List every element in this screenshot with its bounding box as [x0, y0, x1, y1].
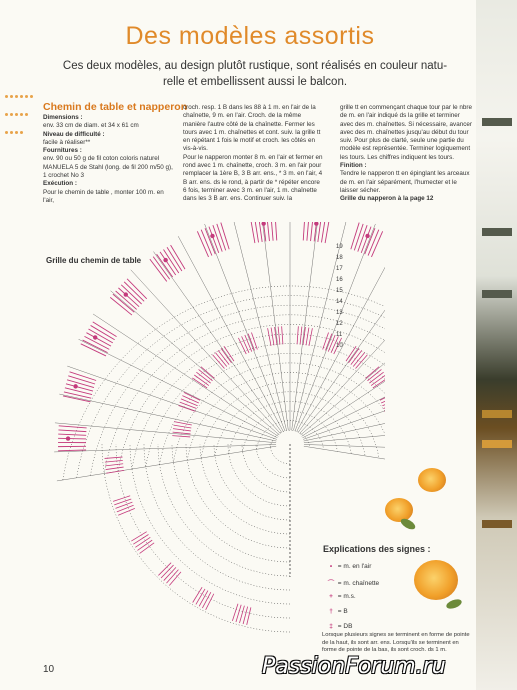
stitch-spoke	[131, 270, 281, 434]
pink-stitch	[267, 222, 270, 241]
page-number: 10	[43, 664, 55, 675]
pink-stitch	[178, 405, 195, 411]
difficulty-label: Niveau de difficulté :	[43, 130, 105, 138]
chart-reference: Grille du napperon à la page 12	[340, 195, 434, 203]
rose-decoration-2	[385, 498, 413, 522]
difficulty-value: facile à réaliser**	[43, 138, 91, 146]
pink-stitch	[150, 259, 167, 281]
pink-stitch	[127, 279, 147, 299]
pink-stitch	[106, 467, 124, 469]
pink-stitch	[209, 227, 219, 253]
page-subtitle	[40, 58, 470, 90]
pink-stitch	[242, 336, 249, 352]
stitch-spoke	[232, 222, 286, 430]
pink-stitch	[65, 388, 92, 395]
pink-stitch	[354, 224, 363, 251]
cluster-dot	[66, 436, 70, 440]
page-title: Des modèles assortis	[125, 22, 375, 50]
pink-stitch	[58, 434, 86, 435]
cluster-dot	[314, 222, 318, 226]
stitch-spoke	[57, 446, 276, 481]
dimensions-value: env. 33 cm de diam. et 34 x 61 cm	[43, 122, 139, 130]
rose-decoration-3	[414, 560, 458, 600]
pink-stitch	[206, 594, 214, 610]
pink-stitch	[196, 589, 205, 605]
pink-stitch	[245, 335, 252, 352]
legend-item	[326, 623, 352, 630]
pink-stitch	[182, 396, 198, 403]
round-arc	[104, 315, 385, 474]
legend-title: Explications des signes :	[323, 544, 431, 554]
legend-symbol-icon: †	[329, 608, 333, 615]
cluster-dot	[93, 335, 97, 339]
pink-stitch	[58, 438, 86, 439]
pink-stitch	[113, 294, 134, 312]
pink-stitch	[325, 334, 331, 351]
legend-item	[326, 563, 371, 570]
leaf-decoration-1	[399, 517, 417, 532]
rose-decoration-1	[418, 468, 446, 492]
finish-label: Finition :	[340, 162, 367, 170]
pink-stitch	[66, 384, 93, 391]
subtitle-line-1: Ces deux modèles, au design plutôt rustique, sont réalisés en couleur natu-	[62, 60, 448, 72]
round-number: 15	[336, 288, 343, 294]
round-number: 17	[336, 266, 343, 272]
round-number: 10	[336, 343, 343, 349]
pink-stitch	[199, 591, 208, 607]
stitch-spoke	[304, 394, 385, 441]
pink-stitch	[133, 535, 148, 545]
pink-stitch	[248, 334, 254, 351]
execution-value: Pour le chemin de table , monter 100 m. en l'air,	[43, 188, 164, 204]
pink-stitch	[58, 430, 86, 432]
decor-photo-strip	[476, 0, 517, 690]
pink-stitch	[358, 225, 367, 251]
finish-value: Tendre le napperon tt en épinglant les arceaux de m. en l'air séparément, l'humecter et le laisser sécher.	[340, 170, 470, 194]
pink-stitch	[307, 222, 309, 241]
pink-stitch	[328, 335, 335, 352]
cluster-dot	[365, 234, 369, 238]
pink-stitch	[172, 436, 190, 437]
pink-stitch	[135, 537, 150, 547]
stitch-spoke	[55, 423, 276, 443]
stitch-spoke	[178, 236, 283, 431]
pink-stitch	[193, 587, 202, 602]
round-number: 19	[336, 244, 343, 250]
chart-label: Grille du chemin de table	[46, 256, 142, 265]
round-arc	[158, 444, 290, 576]
legend-text: = DB	[336, 623, 353, 630]
legend-text: = m. chaînette	[336, 580, 380, 587]
supplies-value: env. 90 ou 50 g de fil coton coloris naturel MANUELA 5 de Stahl (long. de fil 200 m/50 g), 1 crochet No 3	[43, 155, 173, 180]
stitch-spoke	[304, 423, 385, 443]
stitch-spoke	[111, 291, 280, 435]
col2-text-1: croch. resp. 1 B dans les 88 à 1 m. en l'air de la chaînette, 9 m. en l'air. Croch. de la même manière l'autre côté de la chaînette. Fermer les tours avec 1 m. chaînettes et cont. suiv. la grille tt en répétant 1 fois le motif et croch. les côtés en vis-à-vis.	[183, 104, 321, 153]
pink-stitch	[250, 222, 255, 243]
legend-symbol-icon: •	[329, 563, 333, 570]
round-number: 14	[336, 299, 343, 305]
round-number: 18	[336, 255, 343, 261]
pink-stitch	[105, 464, 123, 466]
stitch-spoke	[79, 339, 278, 438]
round-arc	[172, 444, 290, 562]
pink-stitch	[137, 540, 152, 550]
pink-stitch	[300, 327, 302, 345]
round-number: 16	[336, 277, 343, 283]
stitch-spoke	[304, 446, 385, 481]
pink-stitch	[160, 252, 176, 275]
legend-text: = B	[336, 608, 348, 615]
round-arc	[256, 444, 290, 478]
legend-item	[326, 593, 356, 600]
round-arc	[270, 444, 290, 464]
stitch-spoke	[153, 252, 281, 433]
pink-stitch	[278, 327, 280, 345]
pink-stitch	[59, 426, 87, 428]
text-column-2	[183, 104, 323, 204]
stitch-spoke	[303, 366, 385, 439]
legend-symbol-icon: +	[329, 593, 333, 600]
pink-stitch	[325, 222, 330, 243]
section-title: Chemin de table et napperon	[43, 101, 188, 113]
pink-stitch	[180, 402, 197, 408]
pink-stitch	[311, 222, 314, 241]
decorative-dots	[4, 86, 34, 110]
pink-stitch	[303, 222, 305, 240]
pink-stitch	[361, 227, 371, 253]
text-column-1	[43, 114, 173, 205]
pink-stitch	[118, 508, 135, 515]
pink-stitch	[58, 450, 86, 451]
pink-stitch	[157, 254, 173, 277]
pink-stitch	[321, 222, 325, 242]
pink-stitch	[297, 326, 298, 344]
col3-text-1: grille tt en commençant chaque tour par le nbre de m. en l'air indiqué ds la grille et terminer avec des m. chaînettes. Si nécessaire, avancer avec des m. chaînettes jusqu'au début du tour suiv. Pour plus de clarté, seule une partie du modèle est représentée. Terminer logiquement les tours. Les chiffres indiquent les tours.	[340, 104, 472, 161]
pink-stitch	[115, 502, 132, 508]
pink-stitch	[140, 543, 155, 554]
legend-text: = m. en l'air	[336, 563, 372, 570]
pink-stitch	[306, 328, 309, 346]
pink-stitch	[106, 470, 124, 473]
pink-stitch	[202, 592, 210, 608]
stitch-spoke	[93, 314, 278, 436]
pink-stitch	[70, 372, 97, 381]
dimensions-label: Dimensions :	[43, 114, 83, 121]
pink-stitch	[68, 376, 95, 384]
pink-stitch	[275, 222, 277, 240]
pink-stitch	[67, 380, 94, 388]
round-arc	[228, 444, 290, 506]
pink-stitch	[217, 224, 226, 251]
pink-stitch	[351, 223, 359, 250]
pink-stitch	[258, 222, 262, 242]
subtitle-line-2: relle et embellissent aussi le balcon.	[162, 76, 348, 88]
pink-stitch	[309, 328, 312, 346]
round-number: 11	[336, 332, 343, 338]
legend-note: Lorsque plusieurs signes se terminent en forme de pointe de la haut, ils sont arr. ens. Lorsqu'ils se terminent en forme de pointe de la bas, ils sont croch. ds 1 m.	[322, 632, 470, 653]
pink-stitch	[117, 505, 134, 512]
pink-stitch	[131, 532, 146, 541]
col2-text-2: Pour le napperon monter 8 m. en l'air et fermer en rond avec 1 m. chaînette, croch. 3 m. en l'air pour remplacer la 1ère B, 3 B arr. ens., * 3 m. en l'air, 4 B arr. ens. ds le rond, à partir de * répéter encore 6 fois, terminer avec 3 m. en l'air, 1 m. chaînette dans les 3 B arr. ens. Continuer suiv. la	[183, 153, 323, 203]
pink-stitch	[268, 328, 271, 346]
pink-stitch	[254, 222, 258, 242]
cluster-dot	[261, 222, 265, 226]
legend-item	[326, 608, 348, 615]
round-number: 13	[336, 310, 343, 316]
pink-stitch	[221, 223, 229, 250]
stitch-spoke	[205, 224, 285, 431]
pink-stitch	[318, 222, 322, 242]
cluster-dot	[124, 292, 128, 296]
watermark: PassionForum.ru	[262, 654, 446, 679]
stitch-spoke	[261, 222, 288, 430]
cluster-dot	[210, 234, 214, 238]
pink-stitch	[173, 429, 191, 431]
cluster-dot	[163, 258, 167, 262]
round-arc	[130, 444, 290, 604]
legend-symbol-icon: ⌒	[327, 580, 335, 587]
round-arc	[214, 444, 290, 520]
execution-label: Exécution :	[43, 180, 77, 188]
pink-stitch	[282, 326, 283, 344]
stitch-spoke	[299, 270, 385, 434]
pink-stitch	[174, 425, 192, 428]
leaf-decoration-2	[445, 598, 463, 611]
pink-stitch	[184, 392, 200, 400]
round-arc	[200, 444, 290, 534]
pink-stitch	[271, 222, 273, 241]
text-column-3	[340, 104, 472, 204]
round-arc	[160, 353, 385, 464]
legend-text: = m.s.	[336, 593, 356, 600]
pink-stitch	[118, 288, 139, 307]
round-number: 12	[336, 321, 343, 327]
pink-stitch	[124, 282, 144, 302]
pink-stitch	[271, 328, 274, 346]
pink-stitch	[213, 225, 222, 251]
pink-stitch	[247, 607, 251, 625]
supplies-label: Fournitures :	[43, 147, 82, 155]
legend-item	[326, 578, 379, 587]
cluster-dot	[73, 384, 77, 388]
legend-symbol-icon: ‡	[329, 623, 333, 630]
round-arc	[132, 334, 385, 469]
round-arc	[242, 444, 290, 492]
round-arc	[90, 305, 385, 475]
